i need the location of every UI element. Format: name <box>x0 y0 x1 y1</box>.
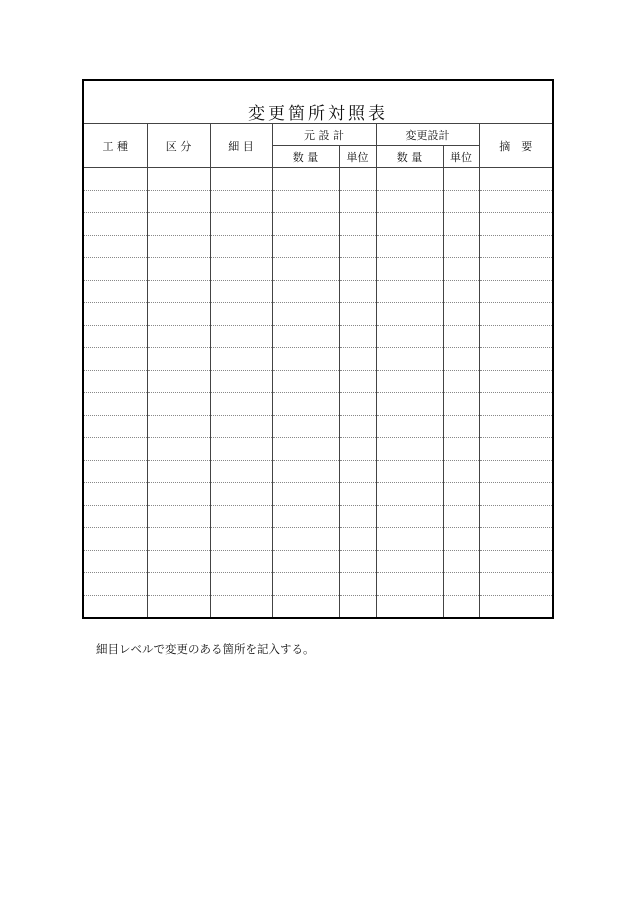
form-title: 変更箇所対照表 <box>248 104 388 124</box>
table-cell[interactable] <box>272 348 339 371</box>
table-cell[interactable] <box>479 190 552 213</box>
table-cell[interactable] <box>147 550 210 573</box>
table-cell[interactable] <box>376 280 443 303</box>
table-cell[interactable] <box>339 505 376 528</box>
table-cell[interactable] <box>376 460 443 483</box>
table-cell[interactable] <box>443 550 479 573</box>
table-cell[interactable] <box>272 528 339 551</box>
table-cell[interactable] <box>84 505 147 528</box>
table-cell[interactable] <box>210 595 272 617</box>
table-cell[interactable] <box>376 483 443 506</box>
table-cell[interactable] <box>376 505 443 528</box>
table-cell[interactable] <box>443 438 479 461</box>
table-cell[interactable] <box>479 235 552 258</box>
table-cell[interactable] <box>479 595 552 617</box>
comparison-form <box>82 79 554 619</box>
table-cell[interactable] <box>84 190 147 213</box>
table-cell[interactable] <box>443 505 479 528</box>
table-cell[interactable] <box>272 438 339 461</box>
table-cell[interactable] <box>479 483 552 506</box>
table-cell[interactable] <box>443 213 479 236</box>
table-row <box>84 348 552 371</box>
table-cell[interactable] <box>443 415 479 438</box>
table-cell[interactable] <box>339 415 376 438</box>
table-cell[interactable] <box>147 528 210 551</box>
table-cell[interactable] <box>84 213 147 236</box>
table-cell[interactable] <box>376 573 443 596</box>
table-cell[interactable] <box>272 235 339 258</box>
table-cell[interactable] <box>147 213 210 236</box>
table-cell[interactable] <box>147 393 210 416</box>
table-cell[interactable] <box>210 573 272 596</box>
table-cell[interactable] <box>479 370 552 393</box>
table-row <box>84 528 552 551</box>
table-cell[interactable] <box>84 573 147 596</box>
table-cell[interactable] <box>339 528 376 551</box>
table-cell[interactable] <box>147 348 210 371</box>
table-cell[interactable] <box>443 483 479 506</box>
table-cell[interactable] <box>376 303 443 326</box>
table-cell[interactable] <box>272 258 339 281</box>
table-cell[interactable] <box>479 303 552 326</box>
table-cell[interactable] <box>339 483 376 506</box>
table-row <box>84 258 552 281</box>
table-cell[interactable] <box>210 393 272 416</box>
table-cell[interactable] <box>210 505 272 528</box>
table-cell[interactable] <box>210 550 272 573</box>
table-cell[interactable] <box>376 168 443 191</box>
comparison-table <box>84 123 552 617</box>
table-cell[interactable] <box>210 483 272 506</box>
header-henkou-sekkei: 変更設計 <box>376 124 479 146</box>
table-cell[interactable] <box>376 190 443 213</box>
table-cell[interactable] <box>147 325 210 348</box>
table-cell[interactable] <box>84 438 147 461</box>
table-cell[interactable] <box>376 595 443 617</box>
table-cell[interactable] <box>479 348 552 371</box>
table-cell[interactable] <box>147 303 210 326</box>
table-cell[interactable] <box>443 168 479 191</box>
table-cell[interactable] <box>479 325 552 348</box>
table-cell[interactable] <box>339 258 376 281</box>
table-cell[interactable] <box>272 168 339 191</box>
table-cell[interactable] <box>376 325 443 348</box>
table-cell[interactable] <box>272 280 339 303</box>
table-body <box>84 168 552 618</box>
table-cell[interactable] <box>376 348 443 371</box>
table-cell[interactable] <box>210 303 272 326</box>
table-cell[interactable] <box>84 550 147 573</box>
table-cell[interactable] <box>272 573 339 596</box>
table-cell[interactable] <box>479 280 552 303</box>
header-moto-tani: 単位 <box>339 146 376 168</box>
table-cell[interactable] <box>272 415 339 438</box>
table-cell[interactable] <box>272 460 339 483</box>
table-cell[interactable] <box>479 438 552 461</box>
table-cell[interactable] <box>84 258 147 281</box>
table-cell[interactable] <box>210 438 272 461</box>
table-cell[interactable] <box>339 235 376 258</box>
table-cell[interactable] <box>84 325 147 348</box>
table-cell[interactable] <box>339 460 376 483</box>
table-cell[interactable] <box>147 235 210 258</box>
table-cell[interactable] <box>443 325 479 348</box>
table-cell[interactable] <box>376 258 443 281</box>
table-row <box>84 325 552 348</box>
table-cell[interactable] <box>84 415 147 438</box>
table-row <box>84 393 552 416</box>
header-tekiyou: 摘 要 <box>479 124 552 168</box>
table-cell[interactable] <box>479 528 552 551</box>
table-cell[interactable] <box>210 190 272 213</box>
table-row <box>84 438 552 461</box>
table-cell[interactable] <box>443 370 479 393</box>
table-cell[interactable] <box>443 573 479 596</box>
table-cell[interactable] <box>84 528 147 551</box>
table-cell[interactable] <box>339 595 376 617</box>
table-cell[interactable] <box>339 303 376 326</box>
table-cell[interactable] <box>339 190 376 213</box>
table-cell[interactable] <box>443 528 479 551</box>
table-cell[interactable] <box>443 460 479 483</box>
table-cell[interactable] <box>479 550 552 573</box>
table-row <box>84 190 552 213</box>
header-moto-suuryou: 数 量 <box>272 146 339 168</box>
table-cell[interactable] <box>376 438 443 461</box>
table-cell[interactable] <box>84 280 147 303</box>
table-row <box>84 415 552 438</box>
table-cell[interactable] <box>210 235 272 258</box>
table-cell[interactable] <box>84 393 147 416</box>
table-cell[interactable] <box>147 573 210 596</box>
table-row <box>84 303 552 326</box>
table-cell[interactable] <box>210 370 272 393</box>
table-cell[interactable] <box>210 258 272 281</box>
table-cell[interactable] <box>84 370 147 393</box>
table-cell[interactable] <box>210 213 272 236</box>
table-row <box>84 213 552 236</box>
table-row <box>84 595 552 617</box>
table-cell[interactable] <box>147 595 210 617</box>
table-cell[interactable] <box>84 303 147 326</box>
table-cell[interactable] <box>339 393 376 416</box>
table-row <box>84 483 552 506</box>
table-cell[interactable] <box>443 595 479 617</box>
table-cell[interactable] <box>147 438 210 461</box>
table-cell[interactable] <box>443 258 479 281</box>
header-henkou-tani: 単位 <box>443 146 479 168</box>
table-cell[interactable] <box>339 438 376 461</box>
table-cell[interactable] <box>210 348 272 371</box>
table-row <box>84 573 552 596</box>
table-cell[interactable] <box>84 168 147 191</box>
header-henkou-suuryou: 数 量 <box>376 146 443 168</box>
table-cell[interactable] <box>147 460 210 483</box>
table-cell[interactable] <box>339 348 376 371</box>
table-cell[interactable] <box>147 370 210 393</box>
table-cell[interactable] <box>147 483 210 506</box>
table-cell[interactable] <box>272 393 339 416</box>
table-cell[interactable] <box>443 303 479 326</box>
table-cell[interactable] <box>210 325 272 348</box>
table-cell[interactable] <box>443 393 479 416</box>
header-koushu: 工 種 <box>84 124 147 168</box>
table-cell[interactable] <box>479 460 552 483</box>
table-cell[interactable] <box>339 168 376 191</box>
table-cell[interactable] <box>443 190 479 213</box>
header-moto-sekkei: 元 設 計 <box>272 124 376 146</box>
table-row <box>84 370 552 393</box>
table-row <box>84 505 552 528</box>
table-cell[interactable] <box>479 505 552 528</box>
table-cell[interactable] <box>479 415 552 438</box>
table-cell[interactable] <box>210 415 272 438</box>
table-cell[interactable] <box>147 505 210 528</box>
table-row <box>84 460 552 483</box>
table-cell[interactable] <box>84 235 147 258</box>
table-cell[interactable] <box>147 190 210 213</box>
table-row <box>84 280 552 303</box>
table-cell[interactable] <box>479 393 552 416</box>
table-cell[interactable] <box>443 235 479 258</box>
table-row <box>84 550 552 573</box>
table-cell[interactable] <box>272 325 339 348</box>
table-cell[interactable] <box>147 258 210 281</box>
table-cell[interactable] <box>479 573 552 596</box>
table-cell[interactable] <box>339 370 376 393</box>
table-cell[interactable] <box>479 168 552 191</box>
table-cell[interactable] <box>210 460 272 483</box>
table-cell[interactable] <box>376 528 443 551</box>
table-cell[interactable] <box>272 213 339 236</box>
table-cell[interactable] <box>84 460 147 483</box>
table-cell[interactable] <box>339 573 376 596</box>
table-cell[interactable] <box>376 370 443 393</box>
table-cell[interactable] <box>376 235 443 258</box>
table-cell[interactable] <box>479 258 552 281</box>
table-cell[interactable] <box>272 550 339 573</box>
table-cell[interactable] <box>339 280 376 303</box>
table-cell[interactable] <box>443 348 479 371</box>
table-cell[interactable] <box>84 595 147 617</box>
header-kubun: 区 分 <box>147 124 210 168</box>
table-cell[interactable] <box>210 528 272 551</box>
table-cell[interactable] <box>339 325 376 348</box>
table-cell[interactable] <box>147 280 210 303</box>
table-cell[interactable] <box>84 483 147 506</box>
table-cell[interactable] <box>272 370 339 393</box>
table-cell[interactable] <box>376 393 443 416</box>
table-cell[interactable] <box>339 213 376 236</box>
table-cell[interactable] <box>147 415 210 438</box>
table-cell[interactable] <box>272 303 339 326</box>
table-cell[interactable] <box>84 348 147 371</box>
table-cell[interactable] <box>339 550 376 573</box>
table-cell[interactable] <box>272 595 339 617</box>
table-cell[interactable] <box>272 505 339 528</box>
table-cell[interactable] <box>147 168 210 191</box>
table-row <box>84 168 552 191</box>
table-cell[interactable] <box>376 213 443 236</box>
table-cell[interactable] <box>210 280 272 303</box>
table-cell[interactable] <box>443 280 479 303</box>
table-cell[interactable] <box>376 415 443 438</box>
table-cell[interactable] <box>479 213 552 236</box>
table-row <box>84 235 552 258</box>
header-saimoku: 細 目 <box>210 124 272 168</box>
table-cell[interactable] <box>272 483 339 506</box>
table-cell[interactable] <box>272 190 339 213</box>
table-cell[interactable] <box>210 168 272 191</box>
table-cell[interactable] <box>376 550 443 573</box>
instruction-note: 細目レベルで変更のある箇所を記入する。 <box>96 642 315 656</box>
